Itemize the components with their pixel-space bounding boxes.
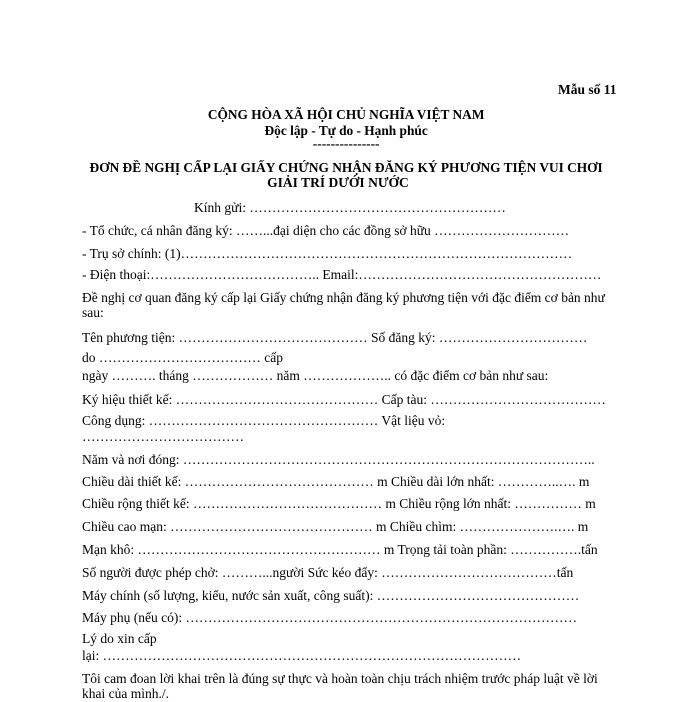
motto: Độc lập - Tự do - Hạnh phúc	[264, 123, 428, 138]
ngay-thang-line: ngày ………. tháng ……………… năm ……………….. có đặc điểm cơ bản như sau:	[82, 368, 549, 383]
chieu-cao-line: Chiều cao mạn: ……………………………………… m Chiều chìm: ………………….…. m	[82, 519, 589, 534]
header-divider: ---------------	[312, 136, 380, 151]
kinh-gui-line: Kính gửi: …………………………………………………	[194, 200, 506, 215]
nation-title: CỘNG HÒA XÃ HỘI CHỦ NGHĨA VIỆT NAM	[207, 107, 485, 122]
may-phu-line: Máy phụ (nếu có): ……………………………………………………………………………	[82, 610, 577, 625]
ten-phuong-tien-line: Tên phương tiện: …………………………………… Số đăng ký: ……………………………	[82, 330, 588, 345]
so-nguoi-line: Số người được phép chở: ………...người Sức kéo đẩy: …………………………………tấn	[82, 565, 574, 580]
form-number: Mẫu số 11	[558, 82, 617, 97]
do-cap-line: do ……………………………… cấp	[82, 350, 283, 365]
dien-thoai-line: - Điện thoại:……………………………….. Email:………………………………………………	[82, 267, 602, 282]
ly-do-line-1: Lý do xin cấp	[82, 631, 157, 646]
form-title-line-2: GIẢI TRÍ DƯỚI NƯỚC	[267, 175, 409, 190]
ly-do-line-2: lại: …………………………………………………………………………………	[82, 648, 522, 663]
de-nghi-line-1: Đề nghị cơ quan đăng ký cấp lại Giấy chứng nhận đăng ký phương tiện với đặc điểm cơ bản như	[82, 290, 605, 305]
may-chinh-line: Máy chính (số lượng, kiểu, nước sản xuất, công suất): ………………………………………	[82, 588, 580, 603]
chieu-dai-line: Chiều dài thiết kế: …………………………………… m Chiều dài lớn nhất: …………..…. m	[82, 474, 590, 489]
form-title-line-1: ĐƠN ĐỀ NGHỊ CẤP LẠI GIẤY CHỨNG NHẬN ĐĂNG KÝ PHƯƠNG TIỆN VUI CHƠI	[89, 160, 603, 175]
nam-noi-dong-line: Năm và nơi đóng: ………………………………………………………………………………..	[82, 452, 595, 467]
cam-doan-line-2: khai của mình./.	[82, 686, 169, 701]
cong-dung-line: Công dụng: …………………………………………… Vật liệu vỏ:	[82, 413, 446, 428]
cong-dung-line-2: ………………………………	[82, 429, 244, 444]
to-chuc-line: - Tổ chức, cá nhân đăng ký: ……...đại diện cho các đồng sở hữu …………………………	[82, 223, 570, 238]
tru-so-line: - Trụ sở chính: (1)……………………………………………………………………………	[82, 246, 573, 261]
man-kho-line: Mạn khô: ……………………………………………… m Trọng tải toàn phần: …………….tấn	[82, 542, 598, 557]
de-nghi-line-2: sau:	[82, 305, 104, 320]
ky-hieu-line: Ký hiệu thiết kế: ……………………………………… Cấp tàu: …………………………………	[82, 392, 606, 407]
cam-doan-line-1: Tôi cam đoan lời khai trên là đúng sự thực và hoàn toàn chịu trách nhiệm trước pháp luật về lời	[82, 671, 598, 686]
chieu-rong-line: Chiều rộng thiết kế: …………………………………… m Chiều rộng lớn nhất: …………… m	[82, 496, 596, 511]
